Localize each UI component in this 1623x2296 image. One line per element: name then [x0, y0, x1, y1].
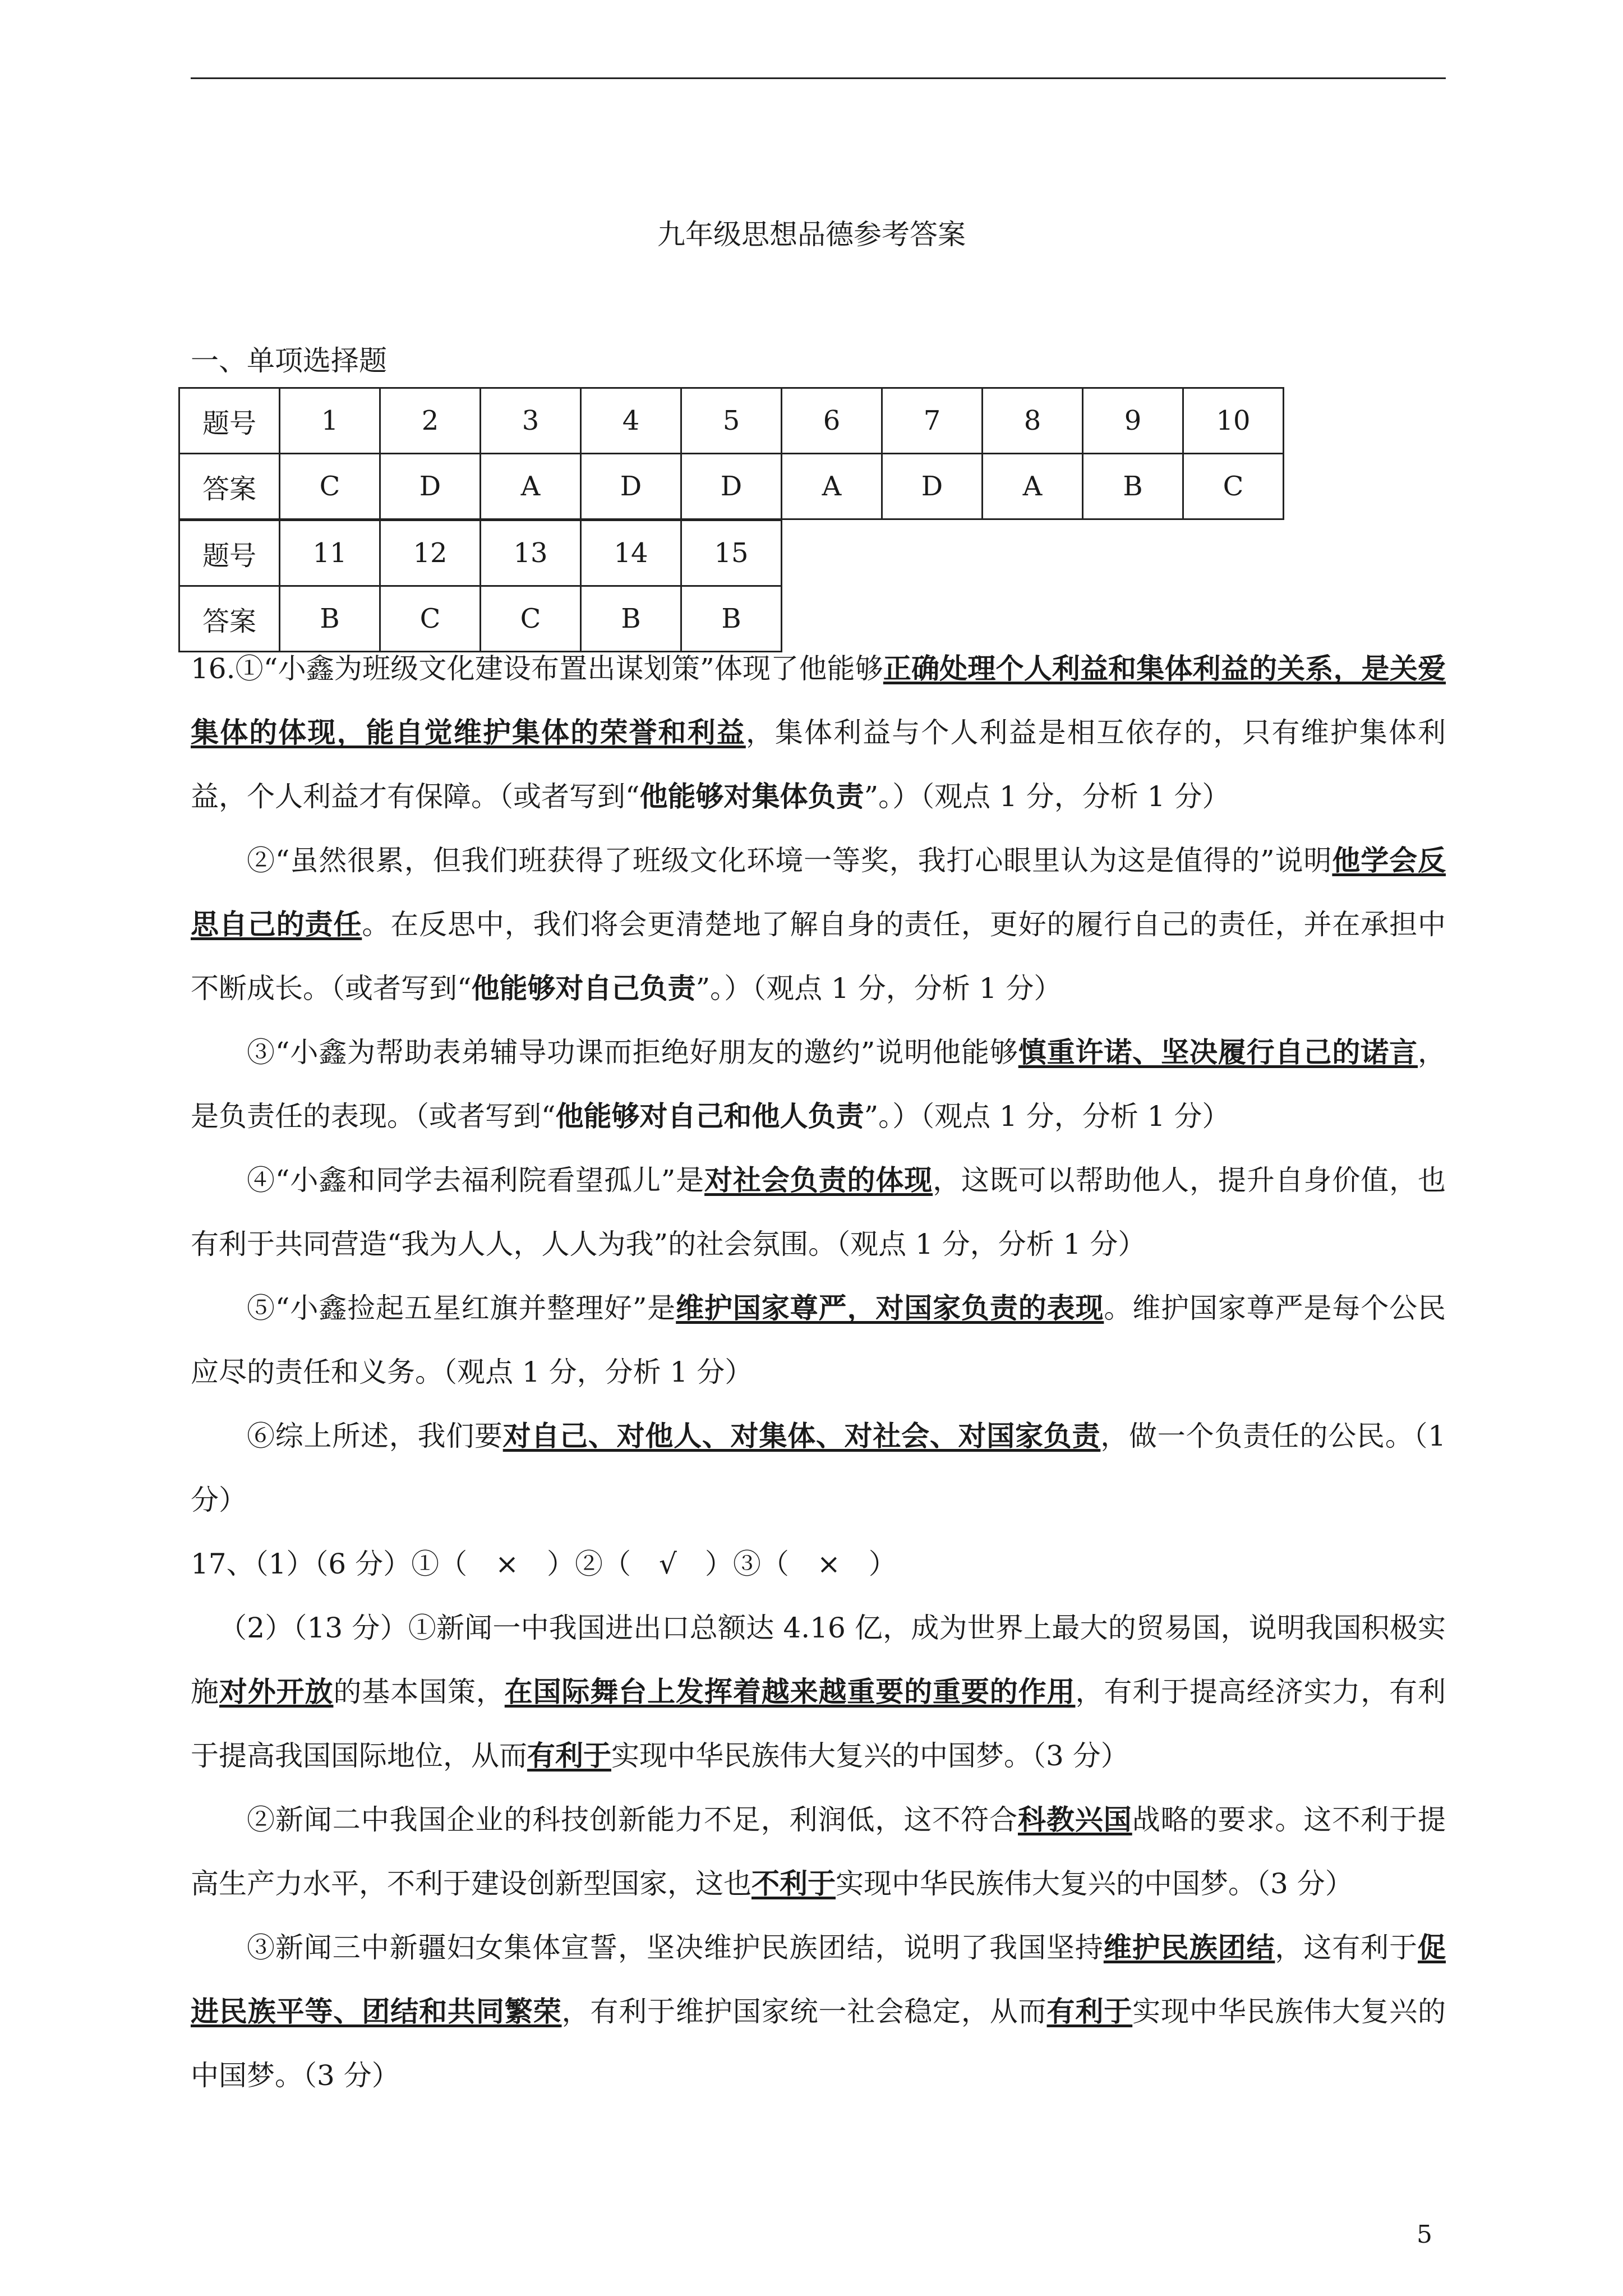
page-number: 5: [1417, 2220, 1432, 2249]
table-cell: 12: [380, 521, 481, 586]
q17-part-2: （2）（13 分）①新闻一中我国进出口总额达 4.16 亿，成为世界上最大的贸易国，说明我国积极实施对外开放的基本国策，在国际舞台上发挥着越来越重要的重要的作用，有利于提高经济实力，有利于提高我国国际地位，从而有利于实现中华民族伟大复兴的中国梦。（3 分）: [191, 1612, 1446, 1772]
table-row: [179, 454, 1284, 519]
q16-point-5: ⑤“小鑫捡起五星红旗并整理好”是维护国家尊严，对国家负责的表现。维护国家尊严是每个公民应尽的责任和义务。（观点 1 分，分析 1 分）: [191, 1291, 1446, 1388]
table-cell: C: [1183, 454, 1284, 519]
table-cell: A: [983, 454, 1083, 519]
q16-point-3: ③“小鑫为帮助表弟辅导功课而拒绝好朋友的邀约”说明他能够慎重许诺、坚决履行自己的诺言，是负责任的表现。（或者写到“他能够对自己和他人负责”。）（观点 1 分，分析 1 分）: [191, 1036, 1446, 1133]
table-cell: C: [481, 586, 581, 652]
table-cell: 13: [481, 521, 581, 586]
section-heading: 一、单项选择题: [191, 344, 387, 377]
table-cell: B: [1083, 454, 1183, 519]
table-cell: 1: [280, 388, 380, 454]
table-cell: 14: [581, 521, 681, 586]
table-cell: C: [380, 586, 481, 652]
table-cell: 2: [380, 388, 481, 454]
page-title: 九年级思想品德参考答案: [657, 218, 966, 251]
table-cell: 题号: [179, 521, 280, 586]
table-cell: 6: [782, 388, 882, 454]
table-cell: 9: [1083, 388, 1183, 454]
table-cell: D: [380, 454, 481, 519]
table-cell: A: [481, 454, 581, 519]
table-row: [179, 521, 782, 586]
table-cell: 15: [681, 521, 782, 586]
table-cell: 答案: [179, 454, 280, 519]
table-cell: D: [581, 454, 681, 519]
q16-point-6: ⑥综上所述，我们要对自己、对他人、对集体、对社会、对国家负责，做一个负责任的公民。（1 分）: [191, 1419, 1446, 1516]
table-cell: B: [681, 586, 782, 652]
table-cell: B: [581, 586, 681, 652]
table-cell: 10: [1183, 388, 1284, 454]
table-cell: 5: [681, 388, 782, 454]
table-cell: 8: [983, 388, 1083, 454]
header-rule: [191, 77, 1446, 79]
table-cell: A: [782, 454, 882, 519]
table-cell: C: [280, 454, 380, 519]
table-cell: D: [681, 454, 782, 519]
answer-table-row1: [178, 387, 1284, 520]
table-cell: 11: [280, 521, 380, 586]
q17-part-3: ②新闻二中我国企业的科技创新能力不足，利润低，这不符合科教兴国战略的要求。这不利于提高生产力水平，不利于建设创新型国家，这也不利于实现中华民族伟大复兴的中国梦。（3 分）: [191, 1803, 1446, 1900]
answer-body: [191, 637, 1446, 2108]
q16-point-1: 16.①“小鑫为班级文化建设布置出谋划策”体现了他能够正确处理个人利益和集体利益的关系，是关爱集体的体现，能自觉维护集体的荣誉和利益，集体利益与个人利益是相互依存的，只有维护集体利益，个人利益才有保障。（或者写到“他能够对集体负责”。）（观点 1 分，分析 1 分）: [191, 652, 1446, 813]
table-cell: 题号: [179, 388, 280, 454]
table-row: [179, 388, 1284, 454]
q16-point-4: ④“小鑫和同学去福利院看望孤儿”是对社会负责的体现，这既可以帮助他人，提升自身价值，也有利于共同营造“我为人人，人人为我”的社会氛围。（观点 1 分，分析 1 分）: [191, 1163, 1446, 1260]
table-cell: 4: [581, 388, 681, 454]
table-cell: 答案: [179, 586, 280, 652]
q17-part-4: ③新闻三中新疆妇女集体宣誓，坚决维护民族团结，说明了我国坚持维护民族团结，这有利于促进民族平等、团结和共同繁荣，有利于维护国家统一社会稳定，从而有利于实现中华民族伟大复兴的中国梦。（3 分）: [191, 1931, 1446, 2092]
answer-table-row2: [178, 519, 782, 652]
table-cell: 3: [481, 388, 581, 454]
table-cell: 7: [882, 388, 983, 454]
q16-point-2: ②“虽然很累，但我们班获得了班级文化环境一等奖，我打心眼里认为这是值得的”说明他学会反思自己的责任。在反思中，我们将会更清楚地了解自身的责任，更好的履行自己的责任，并在承担中不断成长。（或者写到“他能够对自己负责”。）（观点 1 分，分析 1 分）: [191, 844, 1446, 1005]
table-cell: B: [280, 586, 380, 652]
q17-part-1: 17、（1）（6 分）①（ × ）②（ √ ）③（ × ）: [191, 1548, 897, 1580]
table-cell: D: [882, 454, 983, 519]
